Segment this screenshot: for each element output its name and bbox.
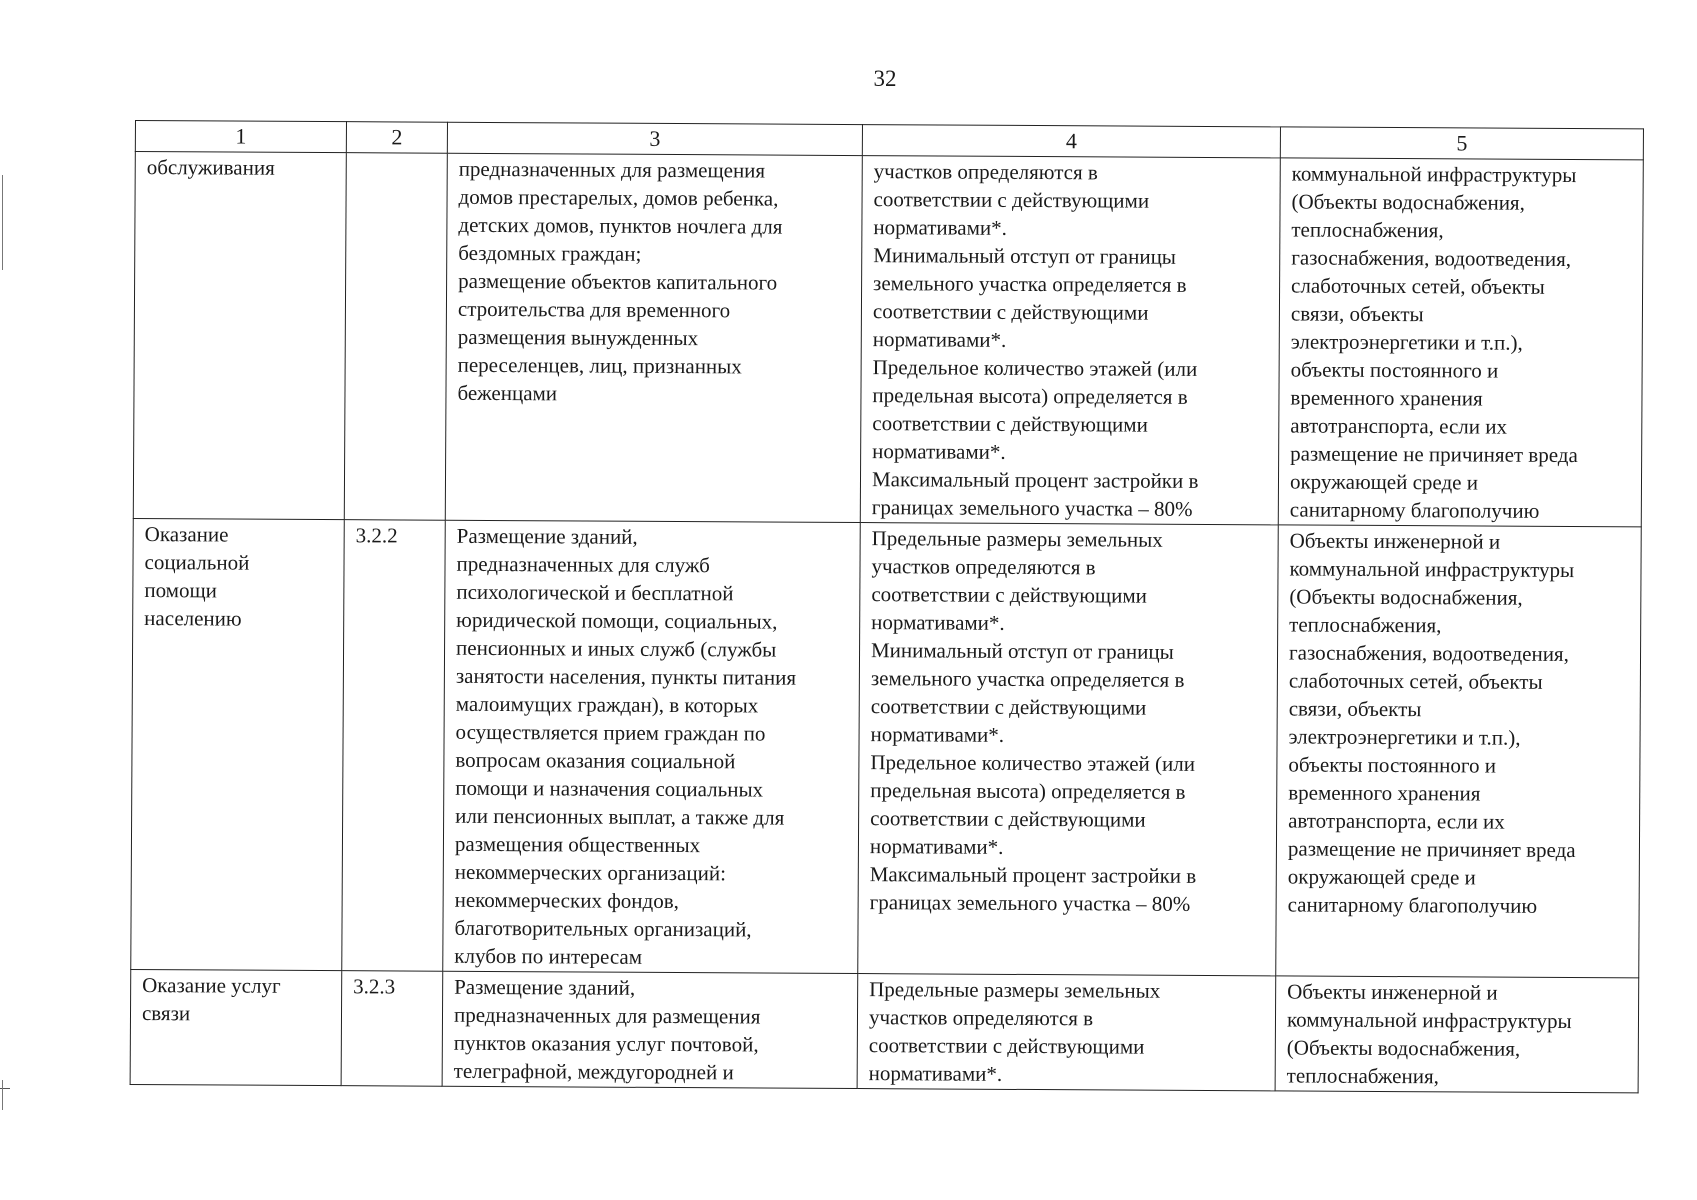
auxiliary-uses-cell: коммунальной инфраструктуры (Объекты водоснабжения, теплоснабжения, газоснабжения, водоотведения, слаботочных сетей, объекты связи, объекты электроэнергетики и т.п.), объекты постоянного и временного хранения автотранспорта, если их размещение не причиняет вреда окружающей среде и санитарному благополучию bbox=[1278, 158, 1643, 527]
scan-margin-mark bbox=[2, 1080, 3, 1110]
use-type-name-cell: Оказание услуг связи bbox=[130, 969, 342, 1085]
auxiliary-uses-cell: Объекты инженерной и коммунальной инфраструктуры (Объекты водоснабжения, теплоснабжения, bbox=[1275, 976, 1639, 1093]
parameters-cell: Предельные размеры земельных участков определяются в соответствии с действующими нормативами*. bbox=[857, 974, 1276, 1091]
table-row bbox=[130, 969, 1639, 1092]
auxiliary-uses-cell: Объекты инженерной и коммунальной инфраструктуры (Объекты водоснабжения, теплоснабжения, газоснабжения, водоотведения, слаботочных сетей, объекты связи, объекты электроэнергетики и т.п.), объекты постоянного и временного хранения автотранспорта, если их размещение не причиняет вреда окружающей среде и санитарному благополучию bbox=[1276, 525, 1642, 978]
land-use-table bbox=[130, 120, 1644, 1093]
use-description-cell: Размещение зданий, предназначенных для размещения пунктов оказания услуг почтовой, телеграфной, междугородней и bbox=[442, 971, 858, 1088]
column-header-1: 1 bbox=[135, 121, 346, 153]
column-header-3: 3 bbox=[447, 122, 862, 155]
column-header-5: 5 bbox=[1280, 127, 1643, 160]
parameters-cell: участков определяются в соответствии с действующими нормативами*. Минимальный отступ от границы земельного участка определяется в соответствии с действующими нормативами*. Предельное количество этажей (или предельная высота) определяется в соответствии с действующими нормативами*. Максимальный процент застройки в границах земельного участка – 80% bbox=[860, 156, 1280, 525]
use-type-code-cell: 3.2.3 bbox=[341, 971, 443, 1087]
use-type-code-cell: 3.2.2 bbox=[342, 520, 446, 972]
table-row bbox=[133, 152, 1643, 527]
use-description-cell: предназначенных для размещения домов престарелых, домов ребенка, детских домов, пунктов ночлега для бездомных граждан; размещение объектов капитального строительства для временного размещения вынужденных переселенцев, лиц, признанных беженцами bbox=[445, 153, 862, 522]
use-type-name-cell: обслуживания bbox=[133, 152, 346, 520]
parameters-cell: Предельные размеры земельных участков определяются в соответствии с действующими нормативами*. Минимальный отступ от границы земельного участка определяется в соответствии с действующими нормативами*. Предельное количество этажей (или предельная высота) определяется в соответствии с действующими нормативами*. Максимальный процент застройки в границах земельного участка – 80% bbox=[858, 523, 1279, 976]
page-number: 32 bbox=[873, 66, 897, 91]
use-type-code-cell bbox=[344, 153, 447, 521]
column-header-4: 4 bbox=[862, 125, 1280, 158]
scan-margin-mark bbox=[2, 175, 3, 270]
table-row bbox=[131, 518, 1641, 977]
use-type-name-cell: Оказание социальной помощи населению bbox=[131, 518, 345, 970]
use-description-cell: Размещение зданий, предназначенных для служб психологической и бесплатной юридической помощи, социальных, пенсионных и иных служб (службы занятости населения, пункты питания малоимущих граждан), в которых осуществляется прием граждан по вопросам оказания социальной помощи и назначения социальных или пенсионных выплат, а также для размещения общественных некоммерческих организаций: некоммерческих фондов, благотворительных организаций, клубов по интересам bbox=[443, 520, 861, 973]
column-header-2: 2 bbox=[346, 122, 447, 154]
